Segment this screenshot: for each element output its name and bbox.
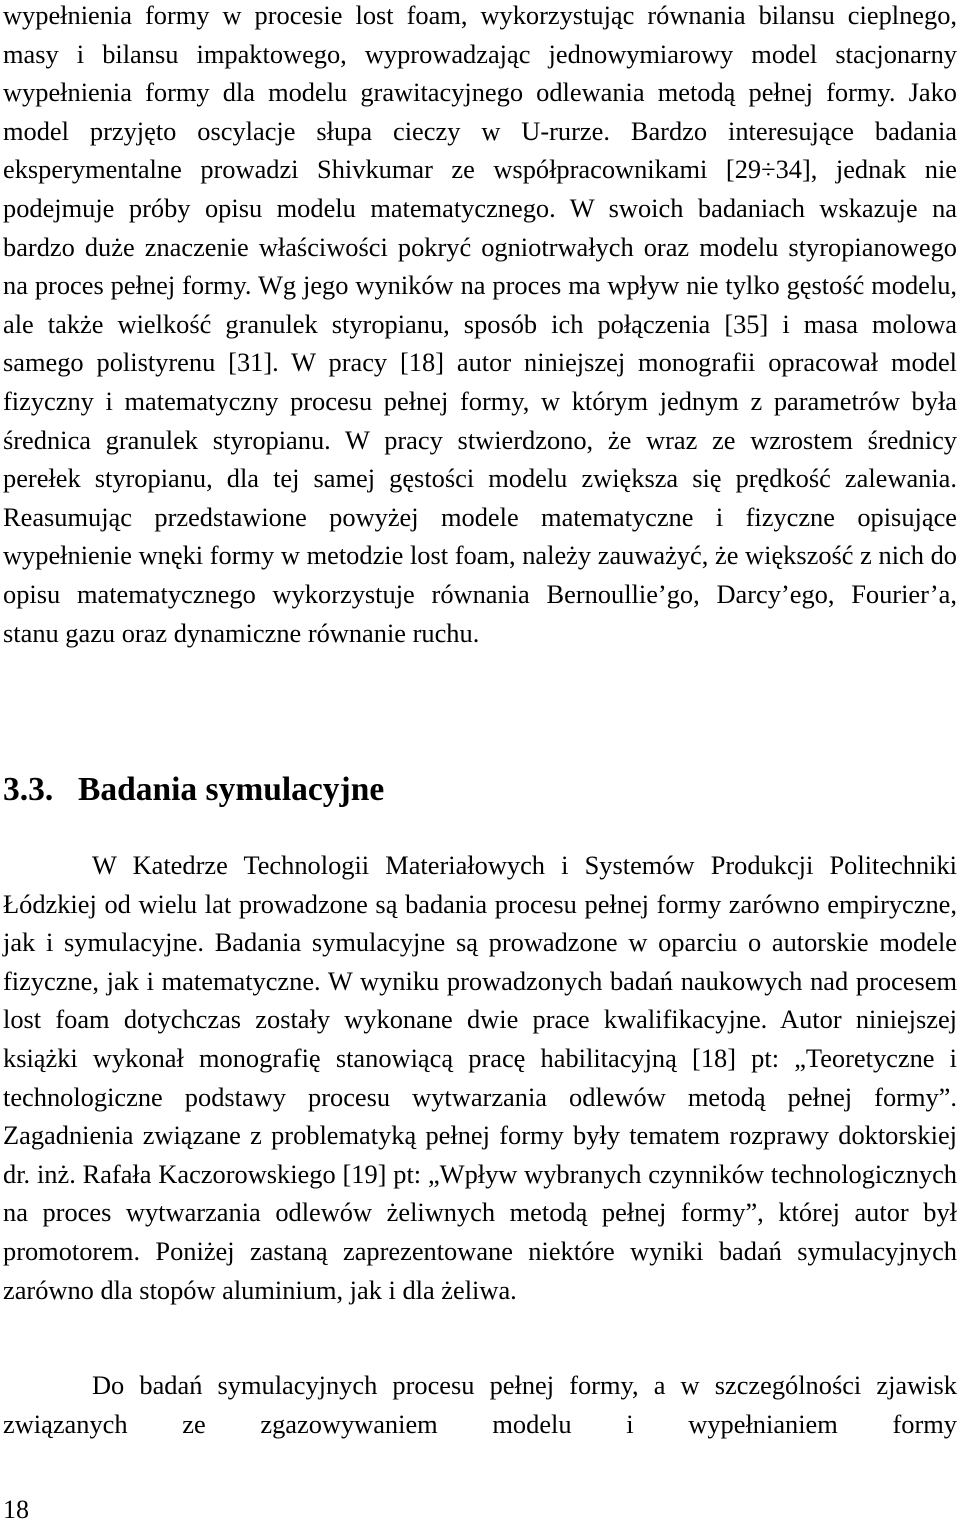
body-paragraph-2: W Katedrze Technologii Materiałowych i Systemów Produkcji Politechniki Łódzkiej od wielu lat prowadzone są badania procesu pełnej formy zarówno empiryczne, jak i symulacyjne. Badania symulacyjne są prowadzone w oparciu o autorskie modele fizyczne, jak i matematyczne. W wyniku prowadzonych badań naukowych nad procesem lost foam dotychczas zostały wykonane dwie prace kwalifikacyjne. Autor niniejszej książki wykonał monografię stanowiącą pracę habilitacyjną [18] pt: „Teoretyczne i technologiczne podstawy procesu wytwarzania odlewów metodą pełnej formy”. Zagadnienia związane z problematyką pełnej formy były tematem rozprawy doktorskiej dr. inż. Rafała Kaczorowskiego [19] pt: „Wpływ wybranych czynników technologicznych na proces wytwarzania odlewów żeliwnych metodą pełnej formy”, której autor był promotorem. Poniżej zastaną zaprezentowane niektóre wyniki badań symulacyjnych zarówno dla stopów aluminium, jak i dla żeliwa. xyxy=(3,850,957,1305)
body-paragraph-1: wypełnienia formy w procesie lost foam, wykorzystując równania bilansu cieplnego, masy i bilansu impaktowego, wyprowadzając jednowymiarowy model stacjonarny wypełnienia formy dla modelu grawitacyjnego odlewania metodą pełnej formy. Jako model przyjęto oscylacje słupa cieczy w U-rurze. Bardzo interesujące badania eksperymentalne prowadzi Shivkumar ze współpracownikami [29÷34], jednak nie podejmuje próby opisu modelu matematycznego. W swoich badaniach wskazuje na bardzo duże znaczenie właściwości pokryć ogniotrwałych oraz modelu styropianowego na proces pełnej formy. Wg jego wyników na proces ma wpływ nie tylko gęstość modelu, ale także wielkość granulek styropianu, sposób ich połączenia [35] i masa molowa samego polistyrenu [31]. W pracy [18] autor niniejszej monografii opracował model fizyczny i matematyczny procesu pełnej formy, w którym jednym z parametrów była średnica granulek styropianu. W pracy stwierdzono, że wraz ze wzrostem średnicy perełek styropianu, dla tej samej gęstości modelu zwiększa się prędkość zalewania. Reasumując przedstawione powyżej modele matematyczne i fizyczne opisujące wypełnienie wnęki formy w metodzie lost foam, należy zauważyć, że większość z nich do opisu matematycznego wykorzystuje równania Bernoullie’go, Darcy’ego, Fourier’a, stanu gazu oraz dynamiczne równanie ruchu. xyxy=(3,0,957,648)
body-paragraph-3: Do badań symulacyjnych procesu pełnej formy, a w szczególności zjawisk związanych ze zgazowywaniem modelu i wypełnianiem formy xyxy=(3,1370,957,1439)
section-heading xyxy=(3,766,384,814)
page-number: 18 xyxy=(3,1495,29,1524)
section-number: 3.3. xyxy=(3,771,54,808)
section-title: Badania symulacyjne xyxy=(78,771,385,808)
